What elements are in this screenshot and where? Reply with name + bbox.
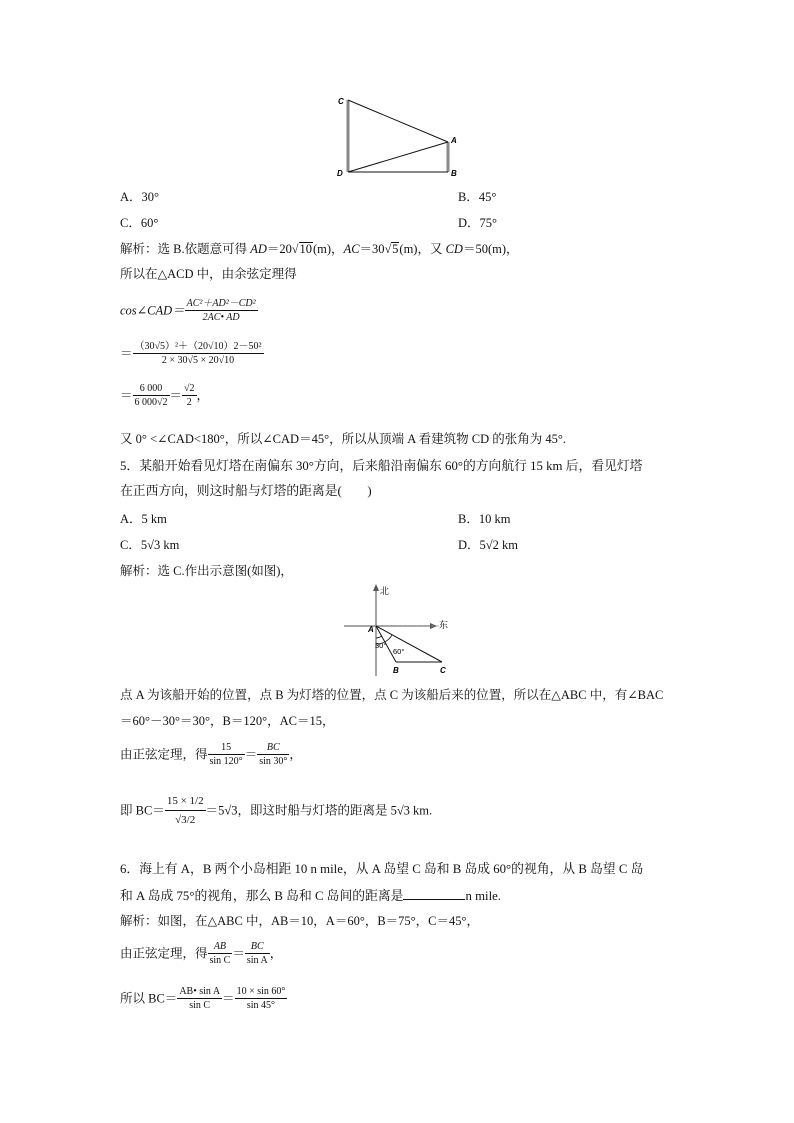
fraction: $\frac{AB}{\text{sin C}}$ (209, 941, 231, 966)
fraction: $\frac{\text{（30√5）²＋（20√10）2－50²}}{2 \times 30√5 \times 20√10}$ (134, 341, 262, 366)
q5-option-a: A．5 km (120, 512, 167, 526)
fraction: $\frac{\text{AB• sin A}}{\text{sin C}}$ (179, 986, 221, 1011)
label-60: 60° (393, 647, 405, 656)
fraction: $\frac{BC}{\text{sin A}}$ (246, 941, 268, 966)
q4-option-c: C．60° (120, 216, 159, 230)
fraction: $\frac{6 000}{6 000√2}$ (134, 383, 168, 408)
label-b: B (451, 169, 457, 178)
line-da (348, 142, 448, 172)
q4-solution-line2: 所以在△ACD 中，由余弦定理得 (120, 267, 297, 281)
q6-stem-line2: 和 A 岛成 75°的视角，那么 B 岛和 C 岛间的距离是 n mile. (120, 889, 502, 903)
q5-option-b: B．10 km (458, 512, 511, 526)
fraction: $\frac{15}{\sin 120^\circ}$ (209, 742, 243, 767)
label-c: C (440, 666, 446, 675)
q5-option-c: C．5√3 km (120, 538, 180, 552)
q5-para1: 点 A 为该船开始的位置，点 B 为灯塔的位置，点 C 为该船后来的位置，所以在△ABC 中，有∠BAC (120, 688, 664, 702)
q4-cos-step2: ＝ $\frac{\text{（30√5）²＋（20√10）2－50²}}{2 \times 30√5 \times 20√10}$ (120, 341, 262, 366)
q6-stem-line1: 6．海上有 A，B 两个小岛相距 10 n mile，从 A 岛望 C 岛和 B 岛成 60°的视角，从 B 岛望 C 岛 (120, 862, 644, 876)
q5-para2: ＝60°－30°＝30°，B＝120°，AC＝15， (120, 714, 335, 728)
angle-arc-30 (376, 636, 382, 638)
label-a: A (368, 625, 374, 634)
q4-conclusion: 又 0° <∠CAD<180°，所以∠CAD＝45°，所以从顶端 A 看建筑物 CD 的张角为 45°. (120, 432, 567, 446)
fraction: $\frac{BC}{\sin 30^\circ}$ (259, 742, 288, 767)
label-d: D (337, 169, 343, 178)
q6-bc-formula: 所以 BC＝ $\frac{\text{AB• sin A}}{\text{sin C}}$ ＝ $\frac{10 \times \sin 60^\circ}{\sin 45^\circ}$ (120, 986, 286, 1011)
q4-cos-formula: cos∠CAD＝ $\frac{\text{AC²＋AD²－CD²}}{2AC• AD}$ (120, 298, 256, 323)
label-a: A (451, 136, 457, 145)
line-ca (348, 100, 448, 142)
figure-ship-lighthouse (342, 582, 462, 678)
fraction: $\frac{15 \times 1/2}{√3/2}$ (165, 792, 206, 829)
label-north: 北 (380, 586, 390, 596)
q6-solution: 解析：如图，在△ABC 中，AB＝10，A＝60°，B＝75°，C＝45°， (120, 914, 480, 928)
fraction: $\frac{√2}{2}$ (184, 383, 195, 408)
q6-sine-law: 由正弦定理，得 $\frac{AB}{\text{sin C}}$ ＝ $\frac{BC}{\text{sin A}}$ ， (120, 941, 283, 966)
q5-stem-line1: 5．某船开始看见灯塔在南偏东 30°方向，后来船沿南偏东 60°的方向航行 15 km 后，看见灯塔 (120, 459, 643, 473)
fraction: $\frac{10 \times \sin 60^\circ}{\sin 45^\circ}$ (236, 986, 286, 1011)
q4-option-b: B．45° (458, 190, 497, 204)
q5-option-d: D．5√2 km (458, 538, 518, 552)
q5-bc-result: 即 BC＝ $\frac{15 \times 1/2}{√3/2}$ ＝5√3，即这时船与灯塔的距离是 5√3 km. (120, 792, 432, 829)
label-east: 东 (439, 620, 449, 630)
q5-sine-law: 由正弦定理，得 $\frac{15}{\sin 120^\circ}$ ＝ $\frac{BC}{\sin 30^\circ}$ ， (120, 742, 302, 767)
q4-option-a: A．30° (120, 190, 160, 204)
fraction: $\frac{\text{AC²＋AD²－CD²}}{2AC• AD}$ (186, 298, 256, 323)
label-b: B (393, 666, 399, 675)
label-30: 30° (375, 641, 387, 650)
q4-cos-step3: ＝ $\frac{6 000}{6 000√2}$ ＝ $\frac{√2}{2}$ ， (120, 383, 210, 408)
answer-blank[interactable] (403, 887, 465, 900)
q5-stem-line2: 在正西方向，则这时船与灯塔的距离是( ) (120, 484, 372, 498)
q4-option-d: D．75° (458, 216, 498, 230)
label-c: C (338, 97, 344, 106)
q4-solution-line1: 解析：选 B.依题意可得 AD＝20√10(m)，AC＝30√5(m)，又 CD＝50(m)， (120, 242, 519, 256)
q5-solution: 解析：选 C.作出示意图(如图)， (120, 564, 293, 578)
figure-building-angle (330, 92, 470, 182)
north-arrow (373, 584, 379, 591)
